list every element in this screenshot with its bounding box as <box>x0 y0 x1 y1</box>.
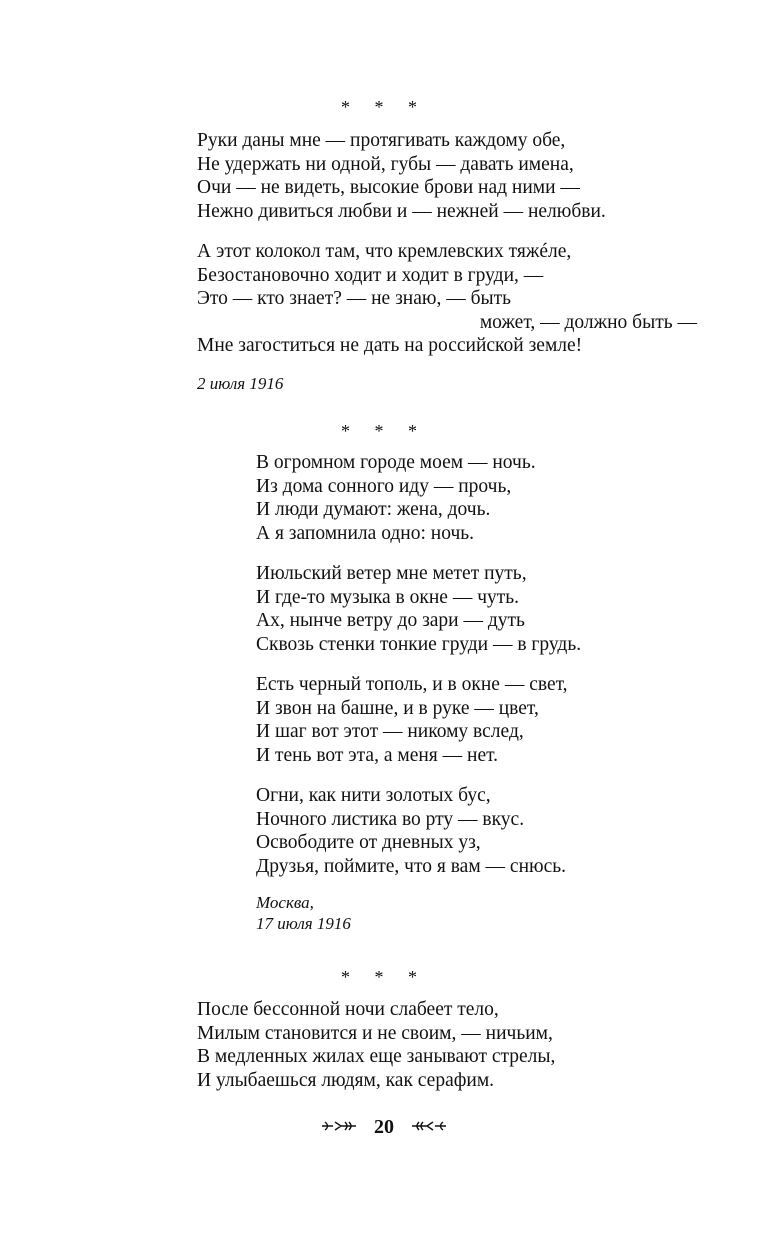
verse-line: В медленных жилах еще занывают стрелы, <box>197 1046 556 1067</box>
page-number: 20 <box>374 1116 394 1139</box>
poem-2-stanza-1 <box>256 451 536 545</box>
verse-line: А я запомнила одно: ночь. <box>256 522 475 544</box>
section-separator-1: * * * <box>341 97 427 117</box>
section-separator-2: * * * <box>341 421 427 441</box>
verse-line: Июльский ветер мне метет путь, <box>256 563 527 584</box>
verse-line: Мне загоститься не дать на российской земле! <box>197 335 583 356</box>
right-ornament-icon <box>411 1114 447 1140</box>
poem-2-stanza-4 <box>256 784 566 878</box>
verse-line: Освободите от дневных уз, <box>256 832 481 853</box>
verse-line: Очи — не видеть, высокие брови над ними — <box>197 177 580 198</box>
poem-2-date: 17 июля 1916 <box>256 914 351 933</box>
verse-line: И шаг вот этот — никому вслед, <box>256 721 524 742</box>
verse-line: Сквозь стенки тонкие груди — в грудь. <box>256 633 582 655</box>
poem-1-stanza-2 <box>197 240 697 358</box>
poem-2-stanza-3 <box>256 673 568 767</box>
section-separator-3: * * * <box>341 967 427 987</box>
poem-2-stanza-2 <box>256 562 581 656</box>
poem-1-stanza-1 <box>197 129 606 223</box>
verse-line: А этот колокол там, что кремлевских тяжéле, <box>197 241 572 262</box>
verse-line: И улыбаешься людям, как серафим. <box>197 1069 495 1091</box>
verse-line: Нежно дивиться любви и — нежней — нелюбви. <box>197 200 606 222</box>
verse-line-continuation: может, — должно быть — <box>479 311 697 333</box>
verse-line: Не удержать ни одной, губы — давать имена, <box>197 153 574 175</box>
verse-line: Огни, как нити золотых бус, <box>256 785 491 806</box>
verse-line: Друзья, поймите, что я вам — снюсь. <box>256 855 567 877</box>
verse-line: Есть черный тополь, и в окне — свет, <box>256 674 568 695</box>
verse-line: Милым становится и не своим, — ничьим, <box>197 1022 553 1044</box>
verse-line: Руки даны мне — протягивать каждому обе, <box>197 130 566 151</box>
poem-3-stanza-1 <box>197 998 555 1092</box>
verse-line: Из дома сонного иду — прочь, <box>256 475 512 497</box>
poem-1-date: 2 июля 1916 <box>197 374 284 393</box>
page-footer <box>0 1113 768 1140</box>
verse-line: Ах, нынче ветру до зари — дуть <box>256 610 525 631</box>
verse-line: Безостановочно ходит и ходит в груди, — <box>197 264 544 286</box>
left-ornament-icon <box>321 1114 357 1140</box>
verse-line: Это — кто знает? — не знаю, — быть <box>197 288 512 309</box>
verse-line: И люди думают: жена, дочь. <box>256 499 491 520</box>
verse-line: Ночного листика во рту — вкус. <box>256 808 525 830</box>
poem-2-place: Москва, <box>256 893 314 912</box>
verse-line: После бессонной ночи слабеет тело, <box>197 999 499 1020</box>
verse-line: И тень вот эта, а меня — нет. <box>256 744 499 766</box>
verse-line: И где-то музыка в окне — чуть. <box>256 586 520 608</box>
verse-line: И звон на башне, и в руке — цвет, <box>256 697 539 719</box>
verse-line: В огромном городе моем — ночь. <box>256 452 536 473</box>
